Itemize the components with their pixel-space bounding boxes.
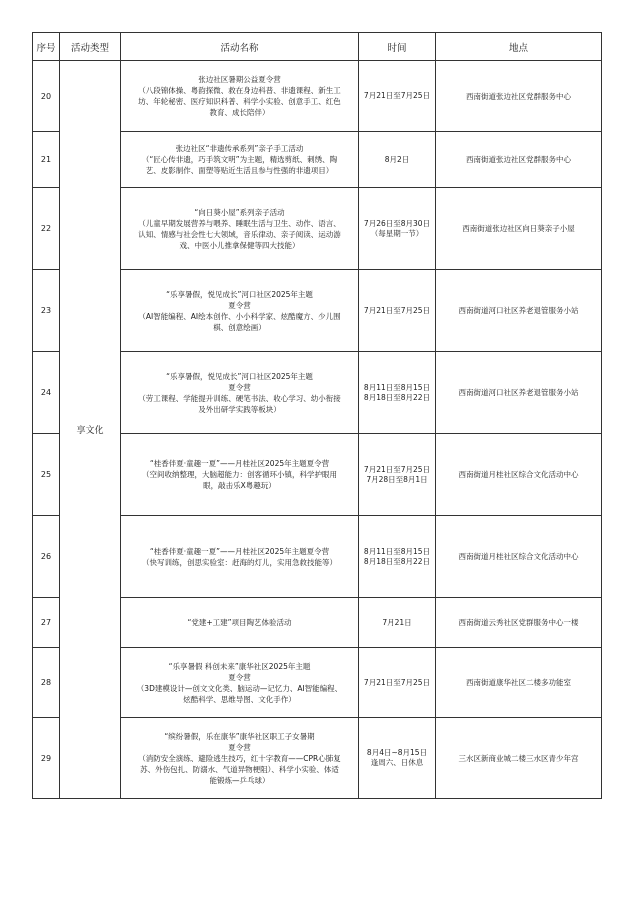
- activity-name-line: “桂香伴夏·童趣一夏”——月桂社区2025年主题夏令营: [149, 459, 330, 468]
- activity-name-line: （快写训练，创思实验室：赶海的灯儿，实用急救技能等）: [142, 557, 337, 567]
- header-time: 时间: [359, 33, 436, 61]
- time-line: 7月21日至7月25日: [363, 677, 431, 687]
- activity-name-line: （消防安全演练、避险逃生技巧，红十字教育——CPR心肺复: [138, 753, 341, 763]
- activity-name-line: 艺、皮影制作、面塑等贴近生活且参与性强的非遗项目）: [145, 166, 334, 175]
- location-cell: 西南街道河口社区养老退管服务小站: [436, 352, 602, 434]
- time-cell: [359, 434, 436, 516]
- row-index: 26: [33, 516, 60, 598]
- row-index: 22: [33, 188, 60, 270]
- location-cell: 西南街道张边社区党群服务中心: [436, 132, 602, 188]
- time-line: 7月21日至7月25日: [363, 305, 431, 315]
- time-line: 7月21日至7月25日: [363, 91, 431, 100]
- time-cell: [359, 598, 436, 648]
- activity-name-line: 及外出研学实践等板块）: [198, 404, 281, 414]
- activity-name-line: （3D建模设计—创文文化类、脑运动—记忆力、AI智能编程、: [136, 683, 343, 693]
- time-line: 8月2日: [384, 154, 410, 164]
- activity-name-cell: [121, 188, 359, 270]
- row-index: 28: [33, 648, 60, 718]
- location-cell: 西南街道月桂社区综合文化活动中心: [436, 434, 602, 516]
- activity-name-line: “向日葵小屋”系列亲子活动: [194, 207, 285, 217]
- header-index: 序号: [33, 33, 60, 61]
- time-line: 8月18日至8月22日: [363, 392, 431, 402]
- time-cell: [359, 718, 436, 799]
- time-line: （每星期一节）: [370, 228, 424, 238]
- row-index: 25: [33, 434, 60, 516]
- activity-name-line: “乐享暑假，悦见成长”河口社区2025年主题: [166, 289, 313, 299]
- activity-name-cell: [121, 598, 359, 648]
- location-cell: 西南街道张边社区向日葵亲子小屋: [436, 188, 602, 270]
- activity-name-cell: [121, 352, 359, 434]
- activity-name-line: “桂香伴夏·童趣一夏”——月桂社区2025年主题夏令营: [149, 546, 330, 556]
- time-line: 8月11日至8月15日: [363, 546, 431, 556]
- activity-name-line: 坊、年轮秘密、医疗知识科普、科学小实验、创意手工、红色: [138, 97, 341, 106]
- activity-name-line: 炫酷科学、思维导图、文化手作）: [183, 694, 296, 704]
- activity-name-line: （儿童早期发展营养与喂养、睡眠生活与卫生、动作、语言、: [138, 218, 341, 228]
- activity-name-line: 能锻炼—乒乓球）: [209, 775, 270, 785]
- header-activity-type: 活动类型: [60, 33, 121, 61]
- activity-name-line: （“匠心传非遗，巧手筑文明”为主题，精选剪纸、刺绣、陶: [141, 155, 338, 164]
- activity-name-line: “乐享暑假 科创未来”康华社区2025年主题: [168, 661, 311, 671]
- row-index: 20: [33, 61, 60, 132]
- time-cell: [359, 61, 436, 132]
- time-line: 8月11日至8月15日: [363, 382, 431, 392]
- location-cell: 西南街道张边社区党群服务中心: [436, 61, 602, 132]
- activity-schedule-table: [32, 32, 602, 799]
- time-cell: [359, 270, 436, 352]
- activity-name-line: “党建+工建”项目陶艺体验活动: [187, 618, 292, 627]
- row-index: 21: [33, 132, 60, 188]
- row-index: 24: [33, 352, 60, 434]
- activity-name-line: “乐享暑假，悦见成长”河口社区2025年主题: [166, 371, 313, 381]
- activity-name-line: 张边社区“非遗传承系列”亲子手工活动: [175, 144, 304, 153]
- location-cell: 三水区新商业城二楼三水区青少年宫: [436, 718, 602, 799]
- header-activity-name: 活动名称: [121, 33, 359, 61]
- time-cell: [359, 648, 436, 718]
- activity-name-line: 眼，敲击乐X粤趣玩）: [203, 481, 276, 490]
- time-line: 8月18日至8月22日: [363, 556, 431, 566]
- header-location: 地点: [436, 33, 602, 61]
- time-cell: [359, 516, 436, 598]
- time-line: 7月21日至7月25日: [363, 464, 431, 474]
- time-cell: [359, 188, 436, 270]
- activity-name-line: 认知、情感与社会性七大领域，音乐律动、亲子阅读、运动游: [138, 229, 341, 239]
- activity-name-line: （空间收纳整理，大脑超能力：创客循环小镇，科学护眼用: [142, 470, 337, 479]
- location-cell: 西南街道康华社区二楼多功能室: [436, 648, 602, 718]
- activity-name-cell: [121, 648, 359, 718]
- location-cell: 西南街道云秀社区党群服务中心一楼: [436, 598, 602, 648]
- activity-name-line: （AI智能编程、AI绘本创作、小小科学家、炫酷魔方、少儿围: [138, 311, 341, 321]
- table-row: [33, 61, 602, 132]
- row-index: 29: [33, 718, 60, 799]
- activity-name-line: 教育、成长陪伴）: [209, 108, 270, 117]
- activity-name-cell: [121, 61, 359, 132]
- location-cell: 西南街道河口社区养老退管服务小站: [436, 270, 602, 352]
- time-line: 7月21日: [382, 617, 412, 627]
- activity-name-line: 夏令营: [228, 672, 251, 682]
- activity-name-line: “缤纷暑假，乐在康华”康华社区职工子女暑期: [164, 731, 315, 741]
- activity-name-line: 棋、创意绘画）: [213, 322, 266, 332]
- activity-name-line: 苏、外伤包扎、防溺水、气道异物梗阻）、科学小实验、体适: [140, 764, 339, 774]
- table-body: [33, 61, 602, 799]
- activity-name-line: 夏令营: [228, 300, 251, 310]
- activity-name-cell: [121, 132, 359, 188]
- location-cell: 西南街道月桂社区综合文化活动中心: [436, 516, 602, 598]
- activity-name-line: （八段锦体操、粤韵探微、救在身边科普、非遗课程、新生工: [138, 86, 341, 95]
- activity-name-line: （劳工课程、学能提升训练、硬笔书法、收心学习、幼小衔接: [138, 393, 341, 403]
- activity-name-line: 戏、中医小儿推拿保健等四大技能）: [179, 240, 300, 250]
- time-cell: [359, 352, 436, 434]
- time-cell: [359, 132, 436, 188]
- time-line: 7月28日至8月1日: [366, 474, 428, 484]
- row-index: 23: [33, 270, 60, 352]
- activity-name-cell: [121, 270, 359, 352]
- time-line: 8月4日~8月15日: [366, 748, 428, 757]
- row-index: 27: [33, 598, 60, 648]
- activity-name-line: 夏令营: [228, 382, 251, 392]
- activity-name-cell: [121, 718, 359, 799]
- time-line: 7月26日至8月30日: [363, 218, 431, 228]
- activity-name-cell: [121, 434, 359, 516]
- activity-type-cell: 享文化: [60, 61, 121, 799]
- activity-name-line: 夏令营: [228, 742, 251, 752]
- activity-name-line: 张边社区暑期公益夏令营: [198, 75, 281, 84]
- time-line: 逢周六、日休息: [370, 758, 424, 767]
- table-header-row: [33, 33, 602, 61]
- activity-name-cell: [121, 516, 359, 598]
